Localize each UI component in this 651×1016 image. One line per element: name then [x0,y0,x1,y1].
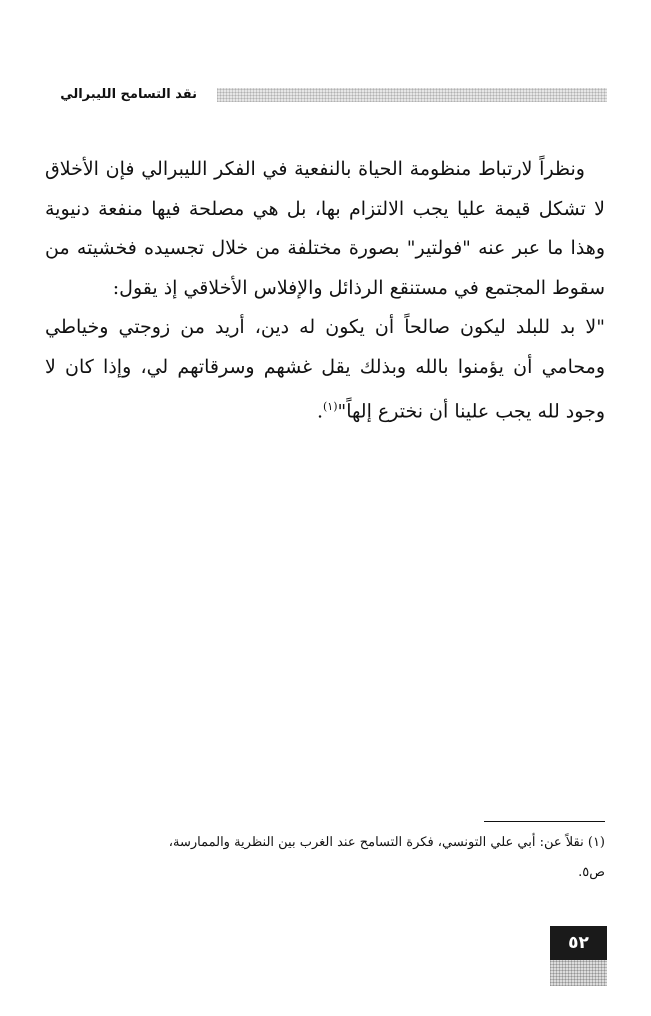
footnote-reference: (١) [323,400,338,413]
running-header [22,84,607,106]
footnote [60,828,605,888]
main-text [45,150,605,432]
page-number-decoration [550,960,607,986]
footnote-divider [484,821,605,822]
footnote-line: ص٥. [578,865,605,880]
quote-paragraph [45,308,605,432]
header-title-wrap [22,84,197,106]
quote-text: "لا بد للبلد ليكون صالحاً أن يكون له دين، أريد من زوجتي وخياطي ومحامي أن يؤمنوا بالله وبذلك يقل غشهم وسرقاتهم لي، وإذا كان لا وجود لله يجب علينا أن نخترع إلهاً" [45,316,605,423]
paragraph: ونظراً لارتباط منظومة الحياة بالنفعية في الفكر الليبرالي فإن الأخلاق لا تشكل قيمة عليا يجب الالتزام بها، بل هي مصلحة فيها منفعة دنيوية وهذا ما عبر عنه "فولتير" بصورة مختلفة من خلال تجسيده فخشيته من سقوط المجتمع في مستنقع الرذائل والإفلاس الأخلاقي إذ يقول: [45,158,605,299]
page-number: ٥٢ [550,926,607,960]
footnote-line: (١) نقلاً عن: أبي علي التونسي، فكرة التسامح عند الغرب بين النظرية والممارسة، [168,835,605,850]
quote-end: . [316,400,323,423]
running-header-title: نقد التسامح الليبرالي [60,87,197,102]
header-decorative-band [217,88,607,102]
